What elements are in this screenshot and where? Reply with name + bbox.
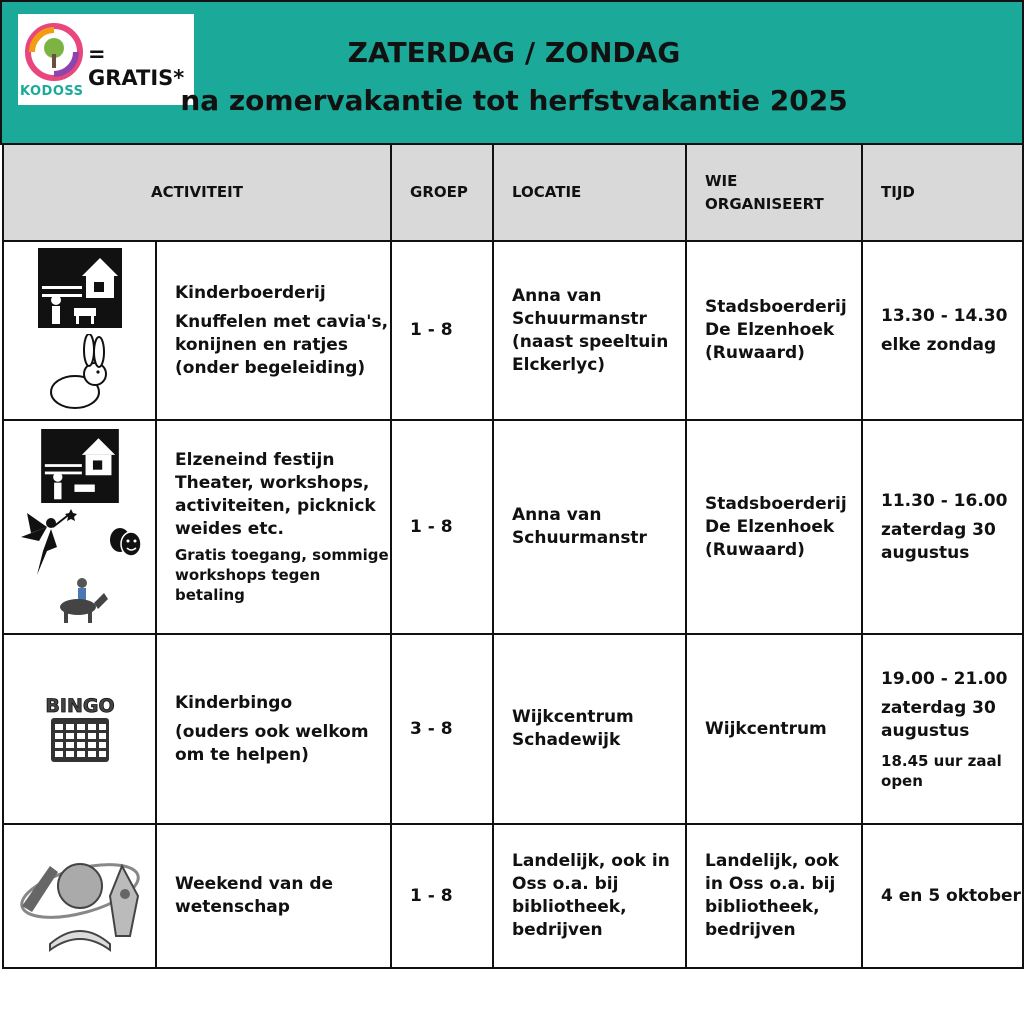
activity-icons-cell [3, 634, 156, 824]
activity-icons-cell [3, 420, 156, 634]
activities-table [2, 143, 1024, 969]
tijd-extra: elke zondag [881, 334, 997, 355]
activity-title: Kinderbingo [175, 692, 293, 713]
activity-note: Gratis toegang, sommige workshops tegen betaling [175, 546, 389, 604]
organisator-cell: Stadsboerderij De Elzenhoek (Ruwaard) [686, 241, 862, 420]
table-row [3, 824, 1023, 968]
activity-description-cell [156, 634, 391, 824]
activity-title: Kinderboerderij [175, 282, 326, 303]
fairy-icon [17, 507, 81, 577]
logo-brand-label: KODOSS [20, 84, 84, 99]
header-banner [0, 0, 1024, 145]
table-row [3, 420, 1023, 634]
page-subtitle: na zomervakantie tot herfstvakantie 2025 [180, 84, 848, 117]
locatie-cell: Anna van Schuurmanstr [493, 420, 686, 634]
farm-icon [38, 248, 122, 328]
farm-icon [40, 429, 120, 503]
groep-cell: 1 - 8 [391, 420, 493, 634]
logo-gratis-label: = GRATIS* [88, 42, 185, 90]
bingo-label: BINGO [44, 695, 115, 717]
groep-cell: 1 - 8 [391, 824, 493, 968]
organisator-cell: Landelijk, ook in Oss o.a. bij bibliotheek, bedrijven [686, 824, 862, 968]
activity-title: Elzeneind festijn [175, 450, 335, 470]
table-header-row [3, 144, 1023, 241]
organisator-cell: Wijkcentrum [686, 634, 862, 824]
locatie-cell: Landelijk, ook in Oss o.a. bij bibliotheek, bedrijven [493, 824, 686, 968]
column-header-organisator: WIE ORGANISEERT [686, 144, 862, 241]
locatie-cell: Anna van Schuurmanstr (naast speeltuin Elckerlyc) [493, 241, 686, 420]
activity-icons-cell [3, 241, 156, 420]
activity-icons-cell [3, 824, 156, 968]
page-title: ZATERDAG / ZONDAG [347, 36, 681, 69]
tijd-cell [862, 634, 1023, 824]
tijd-cell [862, 241, 1023, 420]
activity-description: Theater, workshops, activiteiten, picknick weides etc. [175, 473, 376, 539]
activity-description-cell [156, 420, 391, 634]
activity-title: Weekend van de wetenschap [175, 874, 334, 917]
activity-description-cell [156, 824, 391, 968]
tijd-value: 11.30 - 16.00 [881, 490, 1008, 511]
tijd-value: 19.00 - 21.00 [881, 668, 1008, 689]
rabbit-icon [45, 334, 115, 414]
activity-description: (ouders ook welkom om te helpen) [175, 721, 369, 765]
tijd-extra: zaterdag 30 augustus [881, 697, 996, 741]
tijd-note: 18.45 uur zaal open [881, 751, 1002, 790]
column-header-tijd: TIJD [862, 144, 1023, 241]
table-row [3, 241, 1023, 420]
activity-description-cell [156, 241, 391, 420]
groep-cell: 1 - 8 [391, 241, 493, 420]
bingo-icon [37, 694, 123, 764]
pony-rider-icon [50, 577, 110, 625]
activity-description: Knuffelen met cavia's, konijnen en ratjes (onder begeleiding) [175, 311, 389, 378]
tijd-extra: zaterdag 30 augustus [881, 519, 996, 563]
table-row [3, 634, 1023, 824]
science-icon [10, 836, 150, 956]
tijd-cell: 4 en 5 oktober [862, 824, 1023, 968]
locatie-cell: Wijkcentrum Schadewijk [493, 634, 686, 824]
organisator-cell: Stadsboerderij De Elzenhoek (Ruwaard) [686, 420, 862, 634]
column-header-activiteit: ACTIVITEIT [3, 144, 391, 241]
column-header-groep: GROEP [391, 144, 493, 241]
tijd-cell [862, 420, 1023, 634]
tijd-value: 13.30 - 14.30 [881, 305, 1008, 326]
groep-cell: 3 - 8 [391, 634, 493, 824]
theater-masks-icon [108, 525, 142, 559]
column-header-locatie: LOCATIE [493, 144, 686, 241]
